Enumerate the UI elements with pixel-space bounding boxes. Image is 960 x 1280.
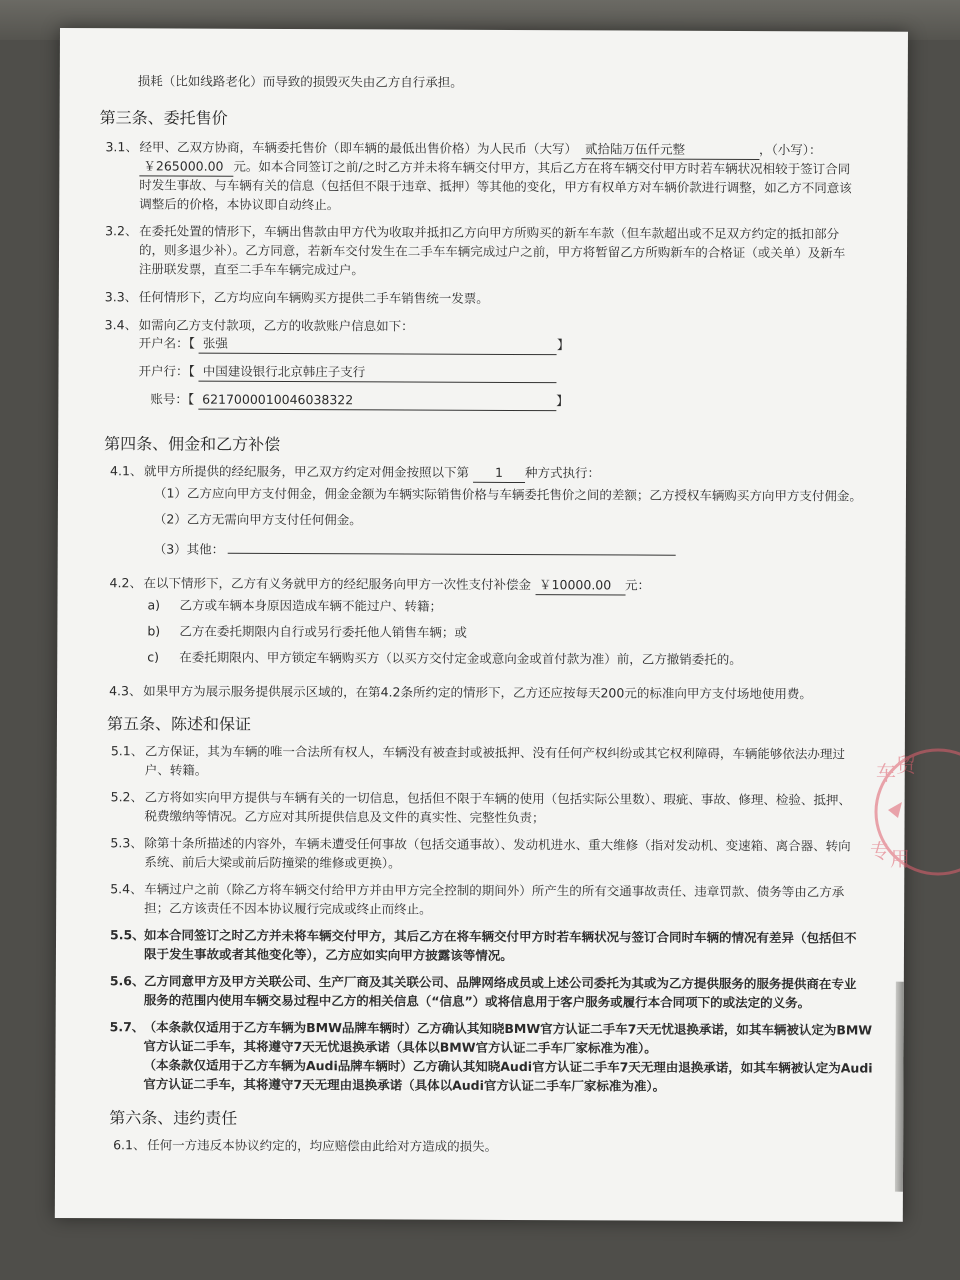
clause-3-2-line-2: 的，则多退少补）。乙方同意，若新车交付发生在二手车车辆完成过户之前，甲方将暂留乙方所购新车的合格证（或关单）及新车	[139, 242, 846, 261]
clause-6-1: 6.1、 任何一方违反本协议约定的，均应赔偿由此给对方造成的损失。	[113, 1137, 498, 1154]
clause-3-4: 3.4、 如需向乙方支付款项，乙方的收款账户信息如下：	[104, 317, 414, 334]
partial-red-seal	[858, 740, 960, 890]
continuation-line: 损耗（比如线路老化）而导致的损毁灭失由乙方自行承担。	[137, 73, 463, 90]
clause-4-2-item-a: a) 乙方或车辆本身原因造成车辆不能过户、转籍；	[147, 597, 443, 614]
bank-row: 开户行：【 中国建设银行北京韩庄子支行	[138, 362, 556, 383]
account-name-row: 开户名：【 张强 】	[139, 334, 570, 355]
seal-char-1: 车	[876, 761, 896, 785]
commission-option-3: （3）其他：	[154, 538, 677, 560]
clause-4-1-line-1: 4.1、 就甲方所提供的经纪服务，甲乙双方约定对佣金按照以下第 1 种方式执行：	[110, 462, 600, 483]
other-option-blank	[228, 539, 676, 556]
clause-4-3: 4.3、 如果甲方为展示服务提供展示区域的，在第4.2条所约定的情形下，乙方还应按每天200元的标准向甲方支付场地使用费。	[109, 683, 812, 702]
clause-4-2-item-c: c) 在委托期限内、甲方锁定车辆购买方（以买方交付定金或意向金或首付款为准）前，乙方撤销委托的。	[147, 649, 742, 667]
clause-3-1-line-2: ￥265000.00 元。如本合同签订之前/之时乙方并未将车辆交付甲方，其后乙方在将车辆交付甲方时若车辆状况相较于签订合同	[139, 157, 850, 179]
clause-5-4-line-1: 5.4、 车辆过户之前（除乙方将车辆交付给甲方并由甲方完全控制的期间外）所产生的所有交通事故责任、违章罚款、债务等由乙方承	[110, 881, 845, 900]
clause-5-7-line-3: （本条款仅适用于乙方车辆为Audi品牌车辆时）乙方确认其知晓Audi官方认证二手车7天无理由退换承诺，如其车辆被认定为Audi	[143, 1057, 873, 1076]
clause-3-1-line-1: 3.1、 经甲、乙双方协商，车辆委托售价（即车辆的最低出售价格）为人民币（大写） 贰拾陆万伍仟元整 ，（小写）：	[105, 138, 821, 160]
clause-5-4-line-2: 担；乙方该责任不因本协议履行完成或终止而终止。	[144, 900, 432, 917]
account-name-value: 张强	[199, 335, 557, 356]
clause-5-2-line-1: 5.2、 乙方将如实向甲方提供与车辆有关的一切信息，包括但不限于车辆的使用（包括实际公里数）、瑕疵、事故、修理、检验、抵押、	[110, 789, 851, 808]
section-5-heading: 第五条、陈述和保证	[106, 714, 252, 734]
section-4-heading: 第四条、佣金和乙方补偿	[104, 434, 281, 454]
clause-5-7-line-4: 官方认证二手车，其将遵守7天无理由退换承诺（具体以Audi官方认证二手车厂家标准为准）。	[143, 1076, 666, 1094]
clause-5-2-line-2: 税费缴纳等情况。乙方应对其所提供信息及文件的真实性、完整性负责；	[144, 808, 545, 826]
clause-3-2-line-1: 3.2、 在委托处置的情形下，车辆出售款由甲方代为收取并抵扣乙方向甲方所购买的新车车款（但车款超出或不足双方约定的抵扣部分	[105, 223, 840, 242]
clause-3-1-line-3: 时发生事故、与车辆有关的信息（包括但不限于违章、抵押）等其他的变化，甲方有权单方对车辆价款进行调整，如乙方不同意该	[139, 177, 852, 196]
commission-option-choice: 1	[473, 464, 525, 483]
price-in-words: 贰拾陆万伍仟元整	[581, 140, 759, 160]
account-number-row: 账号：【 6217000010046038322 】	[150, 390, 568, 411]
clause-3-2-line-3: 注册联发票，直至二手车车辆完成过户。	[138, 261, 364, 278]
clause-5-3-line-1: 5.3、 除第十条所描述的内容外，车辆未遭受任何事故（包括交通事故）、发动机进水、重大维修（指对发动机、变速箱、离合器、转向	[110, 835, 851, 854]
seal-char-3: 专	[870, 839, 890, 863]
contract-page	[55, 28, 908, 1222]
clause-4-2-line-1: 4.2、 在以下情形下，乙方有义务就甲方的经纪服务向甲方一次性支付补偿金 ￥10000.00 元：	[110, 574, 651, 595]
clause-5-6-line-2: 服务的范围内使用车辆交易过程中乙方的相关信息（“信息”）或将信息用于客户服务或履行本合同项下的或法定的义务。	[143, 992, 811, 1011]
clause-5-6-line-1: 5.6、乙方同意甲方及甲方关联公司、生产厂商及其关联公司、品牌网络成员或上述公司委托为其或为乙方提供服务的服务提供商在专业	[109, 973, 857, 992]
seal-char-2: 贸	[896, 753, 916, 777]
compensation-amount: ￥10000.00	[535, 576, 625, 595]
clause-5-7-line-2: 官方认证二手车，其将遵守7天无忧退换承诺（具体以BMW官方认证二手车厂家标准为准）。	[143, 1038, 657, 1056]
clause-3-3: 3.3、 任何情形下，乙方均应向车辆购买方提供二手车销售统一发票。	[104, 289, 489, 306]
clause-5-1-line-2: 户、转籍。	[144, 762, 208, 778]
clause-5-5-line-2: 限于发生事故或者其他变化等），乙方应如实向甲方披露该等情况。	[143, 946, 513, 963]
commission-option-1: （1）乙方应向甲方支付佣金，佣金金额为车辆实际销售价格与车辆委托售价之间的差额；乙方授权车辆购买方向甲方支付佣金。	[153, 485, 862, 504]
clause-5-1-line-1: 5.1、 乙方保证，其为车辆的唯一合法所有权人，车辆没有被查封或被抵押、没有任何产权纠纷或其它权利障碍，车辆能够依法办理过	[110, 743, 845, 762]
commission-option-2: （2）乙方无需向甲方支付任何佣金。	[153, 511, 362, 528]
paper-edge-shadow	[895, 982, 904, 1192]
seal-char-4: 用	[890, 847, 910, 871]
section-3-heading: 第三条、委托售价	[99, 108, 228, 128]
account-number-value: 6217000010046038322	[198, 391, 556, 412]
clause-5-7-line-1: 5.7、（本条款仅适用于乙方车辆为BMW品牌车辆时）乙方确认其知晓BMW官方认证二手车7天无忧退换承诺，如其车辆被认定为BMW	[109, 1019, 873, 1038]
clause-5-5-line-1: 5.5、如本合同签订之时乙方并未将车辆交付甲方，其后乙方在将车辆交付甲方时若车辆状况与签订合同时车辆的情况有差异（包括但不	[110, 927, 857, 946]
clause-5-3-line-2: 系统、前后大梁或前后防撞梁的维修或更换）。	[144, 854, 401, 871]
price-in-figures: ￥265000.00	[139, 157, 233, 176]
section-6-heading: 第六条、违约责任	[109, 1108, 238, 1128]
bank-value: 中国建设银行北京韩庄子支行	[199, 363, 557, 384]
clause-4-2-item-b: b) 乙方在委托期限内自行或另行委托他人销售车辆；或	[147, 623, 467, 640]
clause-3-1-line-4: 调整后的价格，本协议即自动终止。	[139, 196, 340, 213]
